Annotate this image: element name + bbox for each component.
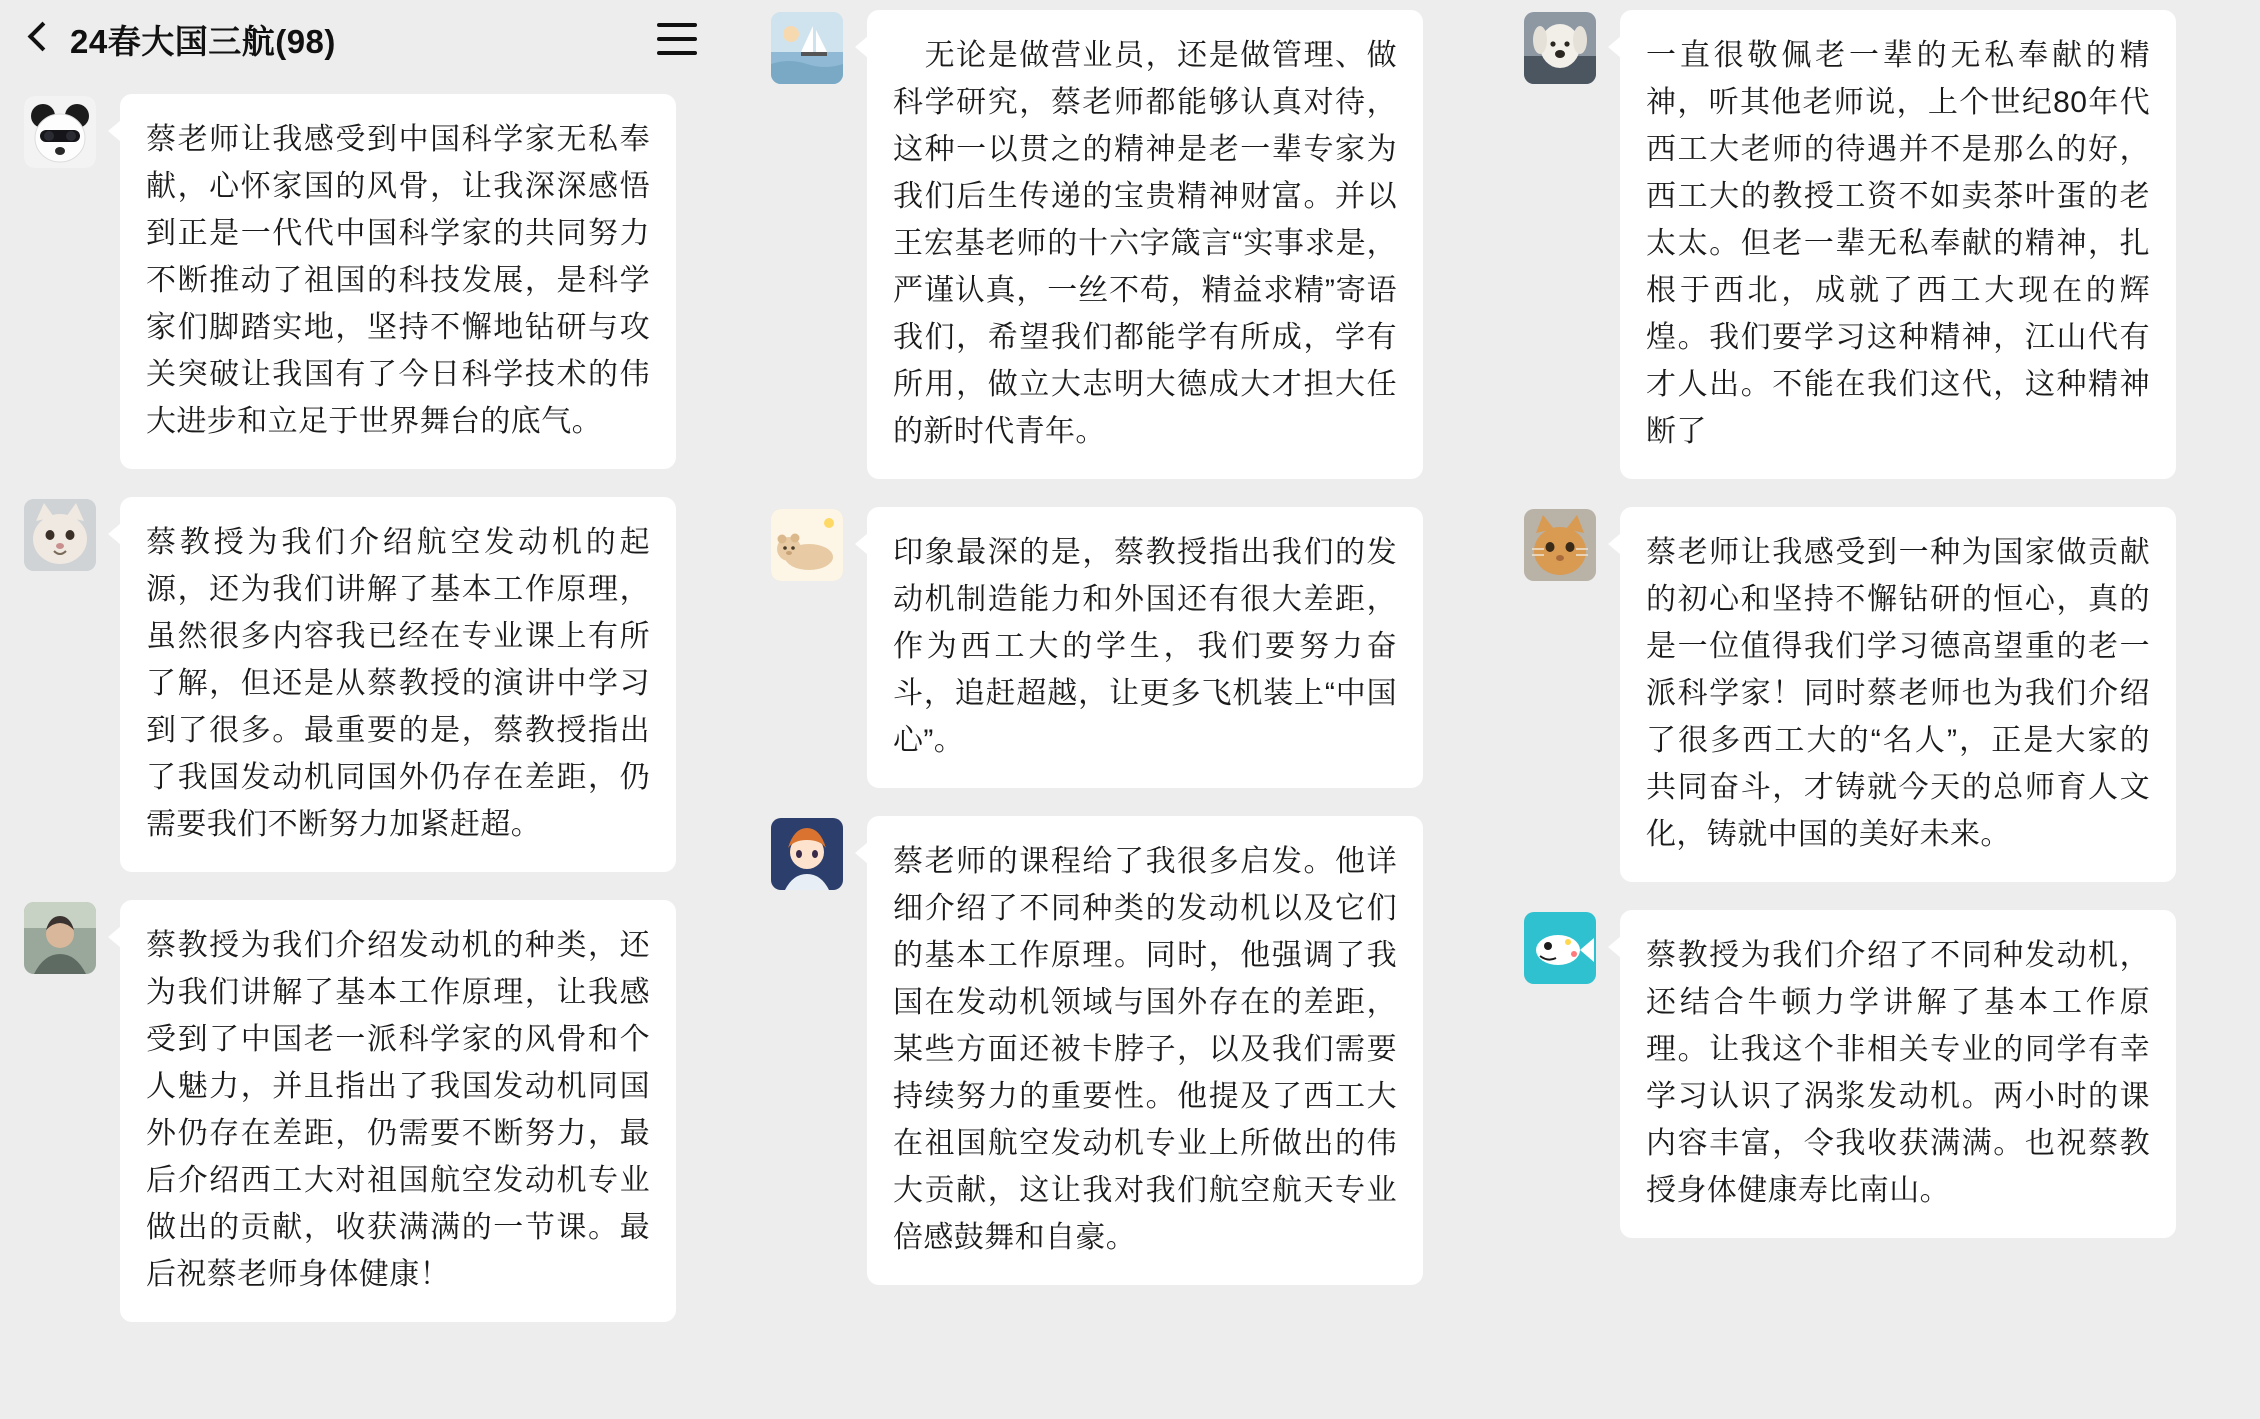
message-row — [0, 900, 753, 1322]
message-bubble: 一直很敬佩老一辈的无私奉献的精神，听其他老师说，上个世纪80年代西工大老师的待遇并不是那么的好，西工大的教授工资不如卖茶叶蛋的老太太。但老一辈无私奉献的精神，扎根于西北，成就了西工大现在的辉煌。我们要学习这种精神，江山代有才人出。不能在我们这代，这种精神断了 — [1620, 10, 2176, 479]
avatar-sailboat-sunset[interactable] — [771, 12, 843, 84]
column-2 — [753, 0, 1506, 1419]
column-3 — [1506, 0, 2259, 1419]
message-row — [0, 497, 753, 872]
message-bubble: 蔡老师让我感受到一种为国家做贡献的初心和坚持不懈钻研的恒心，真的是一位值得我们学习德高望重的老一派科学家！同时蔡老师也为我们介绍了很多西工大的“名人”，正是大家的共同奋斗，才铸就今天的总师育人文化，铸就中国的美好未来。 — [1620, 507, 2176, 882]
avatar-lying-bear[interactable] — [771, 509, 843, 581]
avatar-dog-portrait[interactable] — [1524, 12, 1596, 84]
message-bubble: 印象最深的是，蔡教授指出我们的发动机制造能力和外国还有很大差距，作为西工大的学生，我们要努力奋斗，追赶超越，让更多飞机装上“中国心”。 — [867, 507, 1423, 788]
message-row — [1506, 10, 2259, 479]
avatar-panda-sunglasses[interactable] — [24, 96, 96, 168]
message-row — [1506, 507, 2259, 882]
chevron-left-icon[interactable] — [22, 16, 56, 62]
hamburger-menu-icon[interactable] — [657, 23, 697, 55]
message-row — [753, 816, 1506, 1285]
page-title: 24春大国三航(98) — [70, 22, 336, 60]
message-list-3 — [1506, 0, 2259, 1238]
avatar-orange-cat[interactable] — [1524, 509, 1596, 581]
avatar-white-cat[interactable] — [24, 499, 96, 571]
message-bubble: 蔡教授为我们介绍航空发动机的起源，还为我们讲解了基本工作原理，虽然很多内容我已经在专业课上有所了解，但还是从蔡教授的演讲中学习到了很多。最重要的是，蔡教授指出了我国发动机同国外仍存在差距，仍需要我们不断努力加紧赶超。 — [120, 497, 676, 872]
avatar-photo-person[interactable] — [24, 902, 96, 974]
chat-header — [0, 0, 753, 78]
message-bubble: 蔡教授为我们介绍了不同种发动机，还结合牛顿力学讲解了基本工作原理。让我这个非相关专业的同学有幸学习认识了涡浆发动机。两小时的课内容丰富，令我收获满满。也祝蔡教授身体健康寿比南山。 — [1620, 910, 2176, 1238]
message-row — [0, 94, 753, 469]
message-bubble: 蔡教授为我们介绍发动机的种类，还为我们讲解了基本工作原理，让我感受到了中国老一派科学家的风骨和个人魅力，并且指出了我国发动机同国外仍存在差距，仍需要不断努力，最后介绍西工大对祖国航空发动机专业做出的贡献，收获满满的一节课。最后祝蔡老师身体健康！ — [120, 900, 676, 1322]
message-list-1 — [0, 78, 753, 1322]
message-row — [753, 10, 1506, 479]
message-bubble: 蔡老师让我感受到中国科学家无私奉献，心怀家国的风骨，让我深深感悟到正是一代代中国科学家的共同努力不断推动了祖国的科技发展，是科学家们脚踏实地，坚持不懈地钻研与攻关突破让我国有了今日科学技术的伟大进步和立足于世界舞台的底气。 — [120, 94, 676, 469]
message-bubble: 蔡老师的课程给了我很多启发。他详细介绍了不同种类的发动机以及它们的基本工作原理。同时，他强调了我国在发动机领域与国外存在的差距，某些方面还被卡脖子，以及我们需要持续努力的重要性。他提及了西工大在祖国航空发动机专业上所做出的伟大贡献，这让我对我们航空航天专业倍感鼓舞和自豪。 — [867, 816, 1423, 1285]
message-row — [1506, 910, 2259, 1238]
avatar-cartoon-fish[interactable] — [1524, 912, 1596, 984]
avatar-anime-girl[interactable] — [771, 818, 843, 890]
message-bubble: 无论是做营业员，还是做管理、做科学研究，蔡老师都能够认真对待，这种一以贯之的精神是老一辈专家为我们后生传递的宝贵精神财富。并以王宏基老师的十六字箴言“实事求是，严谨认真，一丝不苟，精益求精”寄语我们，希望我们都能学有所成，学有所用，做立大志明大德成大才担大任的新时代青年。 — [867, 10, 1423, 479]
column-1 — [0, 0, 753, 1419]
message-list-2 — [753, 0, 1506, 1285]
message-row — [753, 507, 1506, 788]
